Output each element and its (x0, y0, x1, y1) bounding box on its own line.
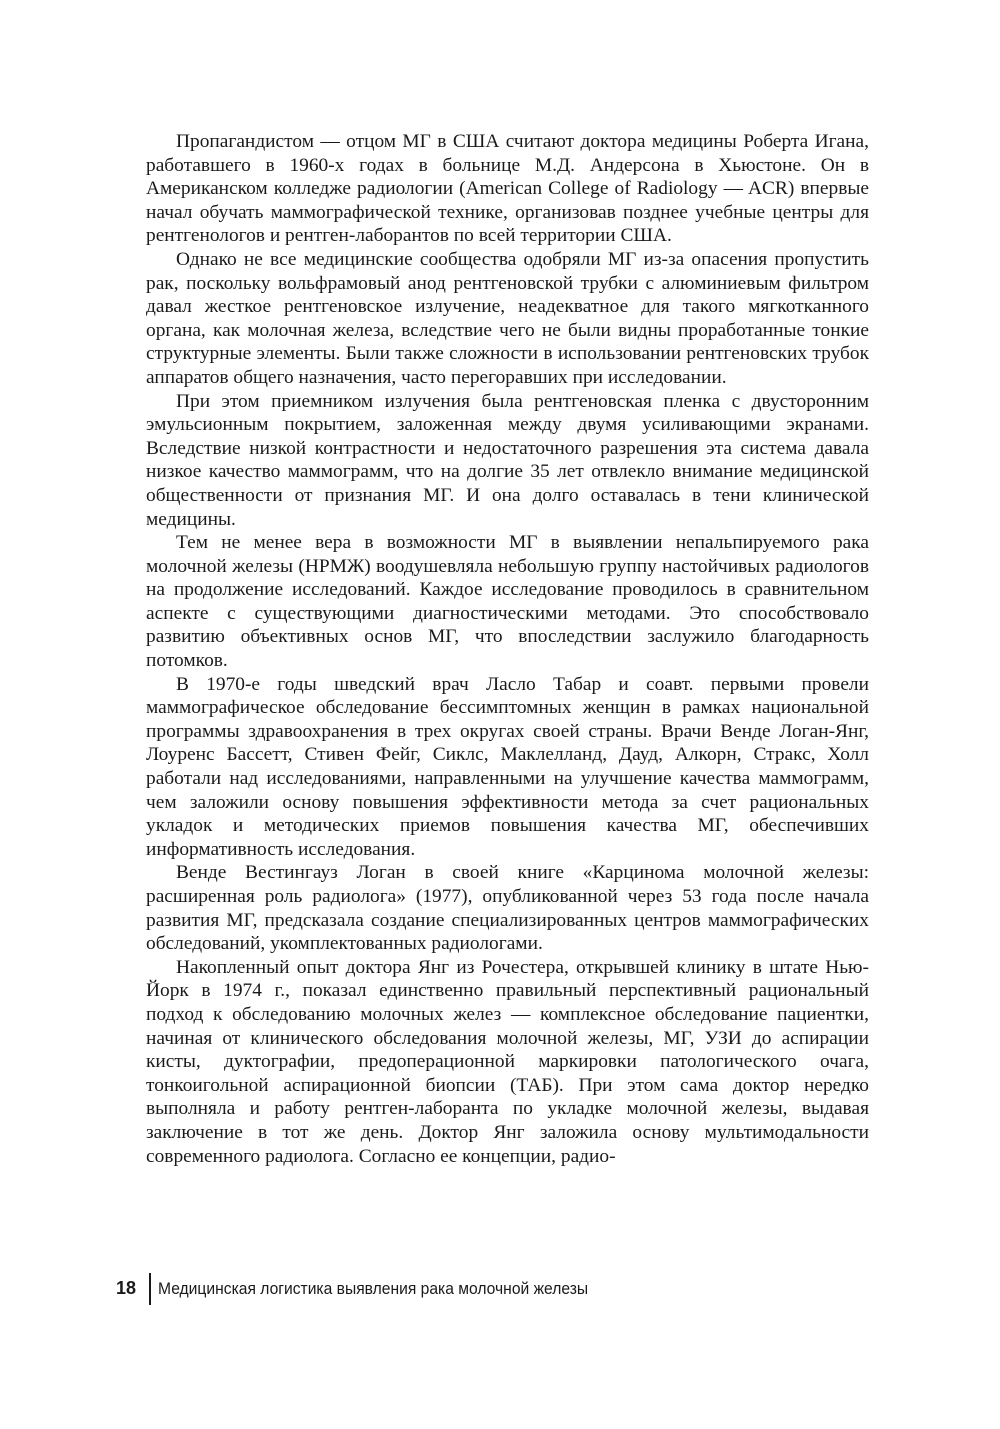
body-text (146, 130, 869, 1168)
footer-divider (149, 1273, 151, 1305)
paragraph-2: Однако не все медицинские сообщества одобряли МГ из-за опасения пропустить рак, поскольку вольфрамовый анод рентгеновской трубки с алюминиевым фильтром давал жесткое рентгеновское излучение, неадекватное для такого мягкотканного органа, как молочная железа, вследствие чего не были видны проработанные тонкие структурные элементы. Были также сложности в использовании рентгеновских трубок аппаратов общего назначения, часто перегоравших при исследовании. (146, 248, 869, 388)
page-number: 18 (116, 1278, 137, 1298)
paragraph-5: В 1970-е годы шведский врач Ласло Табар и соавт. первыми провели маммографическое обследование бессимптомных женщин в рамках национальной программы здравоохранения в трех округах своей страны. Врачи Венде Логан-Янг, Лоуренс Бассетт, Стивен Фейг, Сиклс, Маклелланд, Дауд, Алкорн, Стракс, Холл работали над исследованиями, направленными на улучшение качества маммограмм, чем заложили основу повышения эффективности метода за счет рациональных укладок и методических приемов повышения качества МГ, обеспечивших информативность исследования. (146, 673, 869, 860)
paragraph-4: Тем не менее вера в возможности МГ в выявлении непальпируемого рака молочной железы (НРМЖ) воодушевляла небольшую группу настойчивых радиологов на продолжение исследований. Каждое исследование проводилось в сравнительном аспекте с существующими диагностическими методами. Это способствовало развитию объективных основ МГ, что впоследствии заслужило благодарность потомков. (146, 532, 869, 672)
running-title: Медицинская логистика выявления рака молочной железы (158, 1279, 589, 1298)
paragraph-3: При этом приемником излучения была рентгеновская пленка с двусторонним эмульсионным покрытием, заложенная между двумя усиливающими экранами. Вследствие низкой контрастности и недостаточного разрешения эта система давала низкое качество маммограмм, что на долгие 35 лет отвлекло внимание медицинской общественности от признания МГ. И она долго оставалась в тени клинической медицины. (146, 390, 869, 530)
paragraph-6: Венде Вестингауз Логан в своей книге «Карцинома молочной железы: расширенная роль радиолога» (1977), опубликованной через 53 года после начала развития МГ, предсказала создание специализированных центров маммографических обследований, укомплектованных радиологами. (146, 862, 869, 955)
page-footer (0, 1273, 1000, 1313)
paragraph-7: Накопленный опыт доктора Янг из Рочестера, открывшей клинику в штате Нью-Йорк в 1974 г., показал единственно правильный перспективный рациональный подход к обследованию молочных желез — комплексное обследование пациентки, начиная от клинического обследования молочной железы, МГ, УЗИ до аспирации кисты, дуктографии, предоперационной маркировки патологического очага, тонкоигольной аспирационной биопсии (ТАБ). При этом сама доктор нередко выполняла и работу рентген-лаборанта по укладке молочной железы, выдавая заключение в тот же день. Доктор Янг заложила основу мультимодальности современного радиолога. Согласно ее концепции, радио- (146, 956, 869, 1167)
paragraph-1: Пропагандистом — отцом МГ в США считают доктора медицины Роберта Игана, работавшего в 1960-х годах в больнице М.Д. Андерсона в Хьюстоне. Он в Американском колледже радиологии (American College of Radiology — ACR) впервые начал обучать маммографической технике, организовав позднее учебные центры для рентгенологов и рентген-лаборантов по всей территории США. (146, 131, 869, 247)
